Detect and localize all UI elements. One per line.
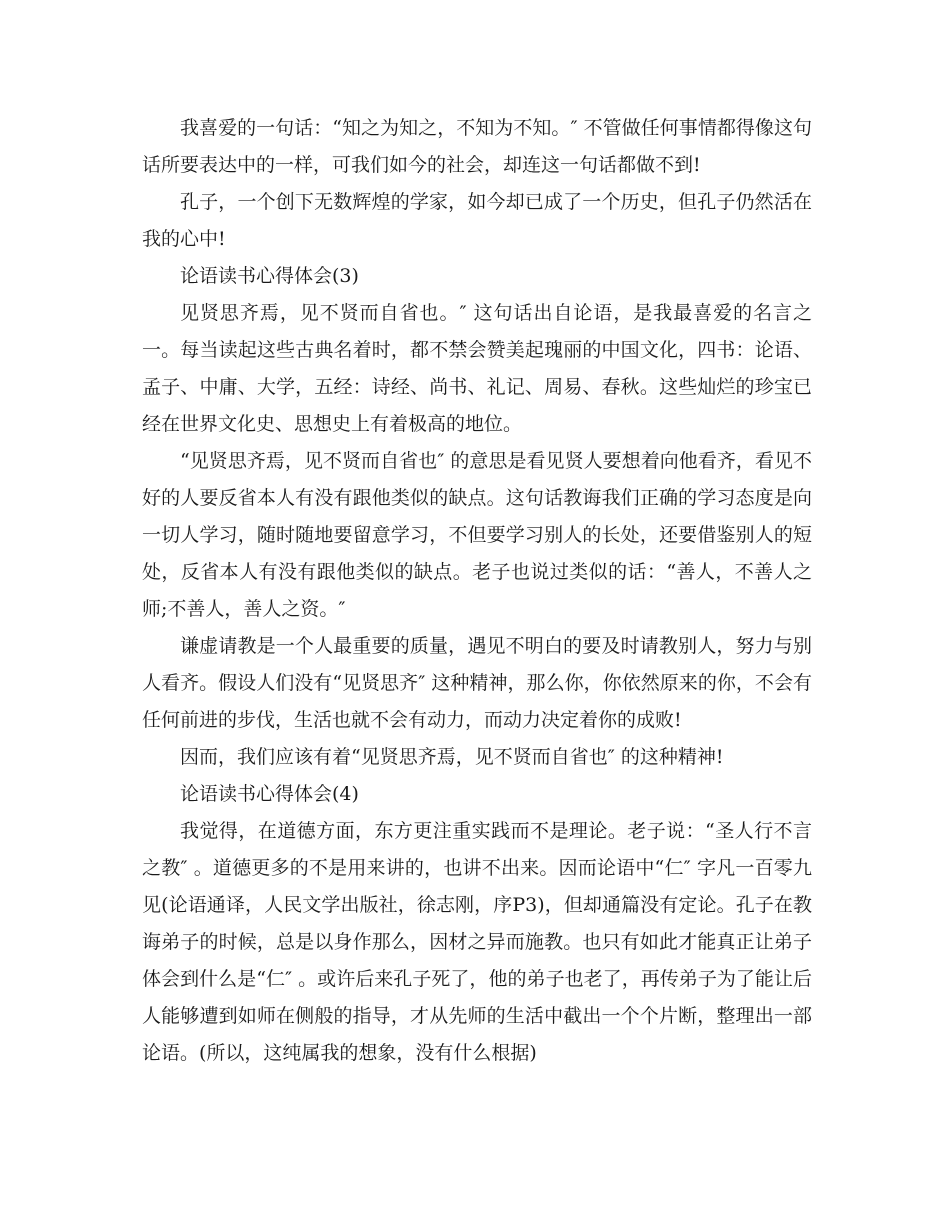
paragraph: 谦虚请教是一个人最重要的质量，遇见不明白的要及时请教别人，努力与别人看齐。假设人们没有“见贤思齐″ 这种精神，那么你，你依然原来的你，不会有任何前进的步伐，生活也就不会有动力，而动力决定着你的成败! (142, 635, 812, 731)
paragraph: 因而，我们应该有着“见贤思齐焉，见不贤而自省也″ 的这种精神! (180, 746, 724, 768)
paragraph: 孔子，一个创下无数辉煌的学家，如今却已成了一个历史，但孔子仍然活在我的心中! (142, 191, 812, 250)
section-heading: 论语读书心得体会(4) (180, 783, 359, 805)
paragraph: 我喜爱的一句话：“知之为知之，不知为不知。″ 不管做任何事情都得像这句话所要表达中的一样，可我们如今的社会，却连这一句话都做不到! (142, 117, 812, 176)
paragraph: 见贤思齐焉，见不贤而自省也。″ 这句话出自论语，是我最喜爱的名言之一。每当读起这些古典名着时，都不禁会赞美起瑰丽的中国文化，四书：论语、孟子、中庸、大学，五经：诗经、尚书、礼记、周易、春秋。这些灿烂的珍宝已经在世界文化史、思想史上有着极高的地位。 (142, 302, 812, 435)
document-body (142, 110, 812, 1072)
paragraph: “见贤思齐焉，见不贤而自省也″ 的意思是看见贤人要想着向他看齐，看见不好的人要反省本人有没有跟他类似的缺点。这句话教诲我们正确的学习态度是向一切人学习，随时随地要留意学习，不但要学习别人的长处，还要借鉴别人的短处，反省本人有没有跟他类似的缺点。老子也说过类似的话：“善人，不善人之师;不善人，善人之资。″ (142, 450, 812, 620)
paragraph: 我觉得，在道德方面，东方更注重实践而不是理论。老子说：“圣人行不言之教″ 。道德更多的不是用来讲的，也讲不出来。因而论语中“仁″ 字凡一百零九见(论语通译，人民文学出版社，徐志刚，序P3)，但却通篇没有定论。孔子在教诲弟子的时候，总是以身作那么，因材之异而施教。也只有如此才能真正让弟子体会到什么是“仁″ 。或许后来孔子死了，他的弟子也老了，再传弟子为了能让后人能够遭到如师在侧般的指导，才从先师的生活中截出一个个片断，整理出一部论语。(所以，这纯属我的想象，没有什么根据) (142, 820, 812, 1064)
section-heading: 论语读书心得体会(3) (180, 265, 359, 287)
